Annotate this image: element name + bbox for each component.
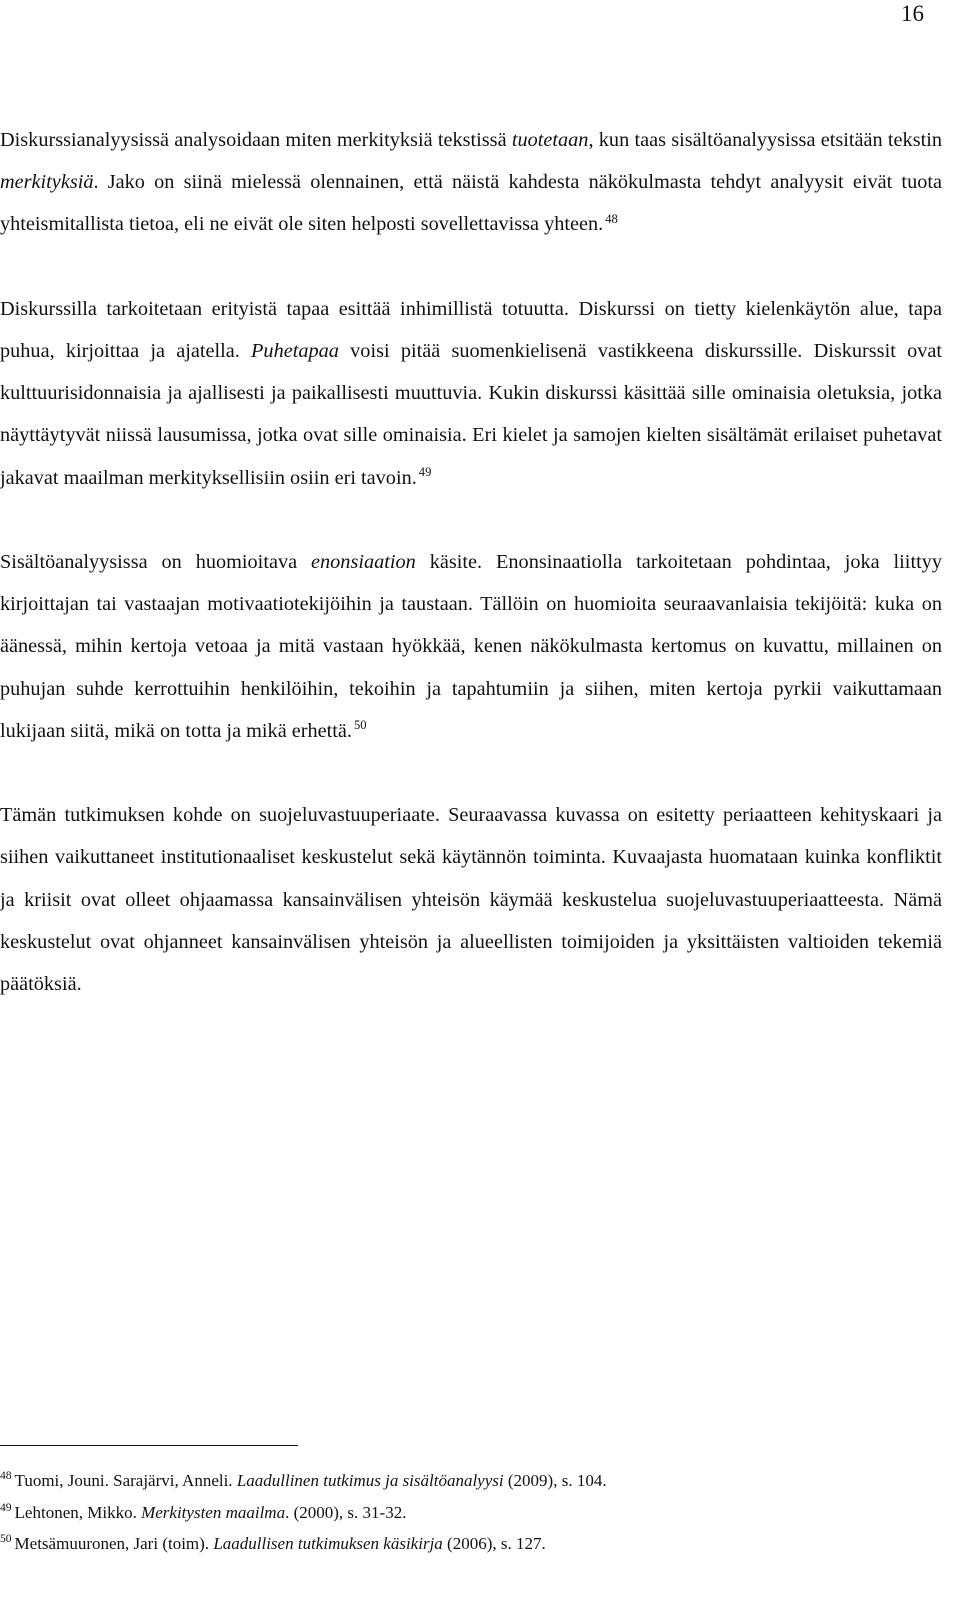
text-run: käsite. Enonsinaatiolla tarkoitetaan pohdintaa, joka liittyy kirjoittajan tai vastaajan motivaatiotekijöihin ja taustaan. Tällöin on huomioita seuraavanlaisia tekijöitä: kuka on äänessä, mihin kertoja vetoaa ja mitä vastaan hyökkää, kenen näkökulmasta kertomus on kuvattu, millainen on puhujan suhde kerrottuihin henkilöihin, tekoihin ja tapahtumiin ja siihen, miten kertoja pyrkii vaikuttamaan lukijaan siitä, mikä on totta ja mikä erhettä. <box>0 551 942 742</box>
footnote-ref: 50 <box>0 1532 12 1546</box>
text-run: (2009), s. 104. <box>503 1471 607 1490</box>
footnote-48 <box>0 1465 942 1497</box>
paragraph-discourse-definition <box>0 288 942 499</box>
text-run: Diskurssianalyysissä analysoidaan miten merkityksiä tekstissä <box>0 129 512 151</box>
text-run: . Jako on siinä mielessä olennainen, että näistä kahdesta näkökulmasta tehdyt analyysit eivät tuota yhteismitallista tietoa, eli ne eivät ole siten helposti sovellettavissa yhteen. <box>0 171 942 236</box>
text-run: Lehtonen, Mikko. <box>14 1502 142 1522</box>
text-run: voisi pitää suomenkielisenä vastikkeena diskurssille. Diskurssit ovat kulttuurisidonnaisia ja ajallisesti ja paikallisesti muuttuvia. Kukin diskurssi käsittää sille ominaisia oletuksia, jotka näyttäytyvät niissä lausumissa, jotka ovat sille ominaisia. Eri kielet ja samojen kielten sisältämät erilaiset puhetavat jakavat maailman merkityksellisiin osiin eri tavoin. <box>0 340 942 489</box>
italic-term: Laadullisen tutkimuksen käsikirja <box>213 1534 443 1553</box>
text-run: , kun taas sisältöanalyysissa etsitään tekstin <box>588 129 942 151</box>
text-run: (2006), s. 127. <box>442 1534 546 1553</box>
italic-term: Puhetapaa <box>251 340 339 362</box>
body-text <box>0 119 942 1005</box>
italic-term: enonsiaation <box>311 551 416 573</box>
footnotes <box>0 1465 942 1560</box>
text-run: Tämän tutkimuksen kohde on suojeluvastuuperiaate. Seuraavassa kuvassa on esitetty periaatteen kehityskaari ja siihen vaikuttaneet institutionaaliset keskustelut sekä käytännön toiminta. Kuvaajasta huomataan kuinka konfliktit ja kriisit ovat olleet ohjaamassa kansainvälisen yhteisön käymää keskustelua suojeluvastuuperiaatteesta. Nämä keskustelut ovat ohjanneet kansainvälisen yhteisön ja alueellisten toimijoiden ja yksittäisten valtioiden tekemiä päätöksiä. <box>0 804 942 996</box>
footnote-49 <box>0 1497 942 1529</box>
text-run: Sisältöanalyysissa on huomioitava <box>0 551 312 573</box>
footnote-50 <box>0 1528 942 1560</box>
paragraph-research-subject <box>0 794 942 1005</box>
page-number: 16 <box>901 1 924 26</box>
italic-term: Merkitysten maailma <box>141 1502 286 1522</box>
text-run: . (2000), s. 31-32. <box>285 1502 407 1522</box>
paragraph-enunciation <box>0 541 942 752</box>
text-run: Metsämuuronen, Jari (toim). <box>14 1534 214 1553</box>
italic-term: Laadullinen tutkimus ja sisältöanalyysi <box>236 1471 504 1490</box>
italic-term: merkityksiä <box>0 171 94 194</box>
footnote-ref: 49 <box>0 1500 12 1514</box>
italic-term: tuotetaan <box>511 129 589 151</box>
footnote-ref: 48 <box>605 211 618 226</box>
footnote-ref: 48 <box>0 1469 12 1483</box>
text-run: Diskurssilla tarkoitetaan erityistä tapaa esittää inhimillistä totuutta. Diskurssi on tietty kielenkäytön alue, tapa puhua, kirjoittaa ja ajatella. <box>0 297 942 362</box>
footnote-ref: 50 <box>354 718 367 733</box>
text-run: Tuomi, Jouni. Sarajärvi, Anneli. <box>14 1471 237 1490</box>
paragraph-discourse-analysis <box>0 119 942 246</box>
footnote-divider <box>0 1445 298 1446</box>
footnote-ref: 49 <box>418 464 432 479</box>
